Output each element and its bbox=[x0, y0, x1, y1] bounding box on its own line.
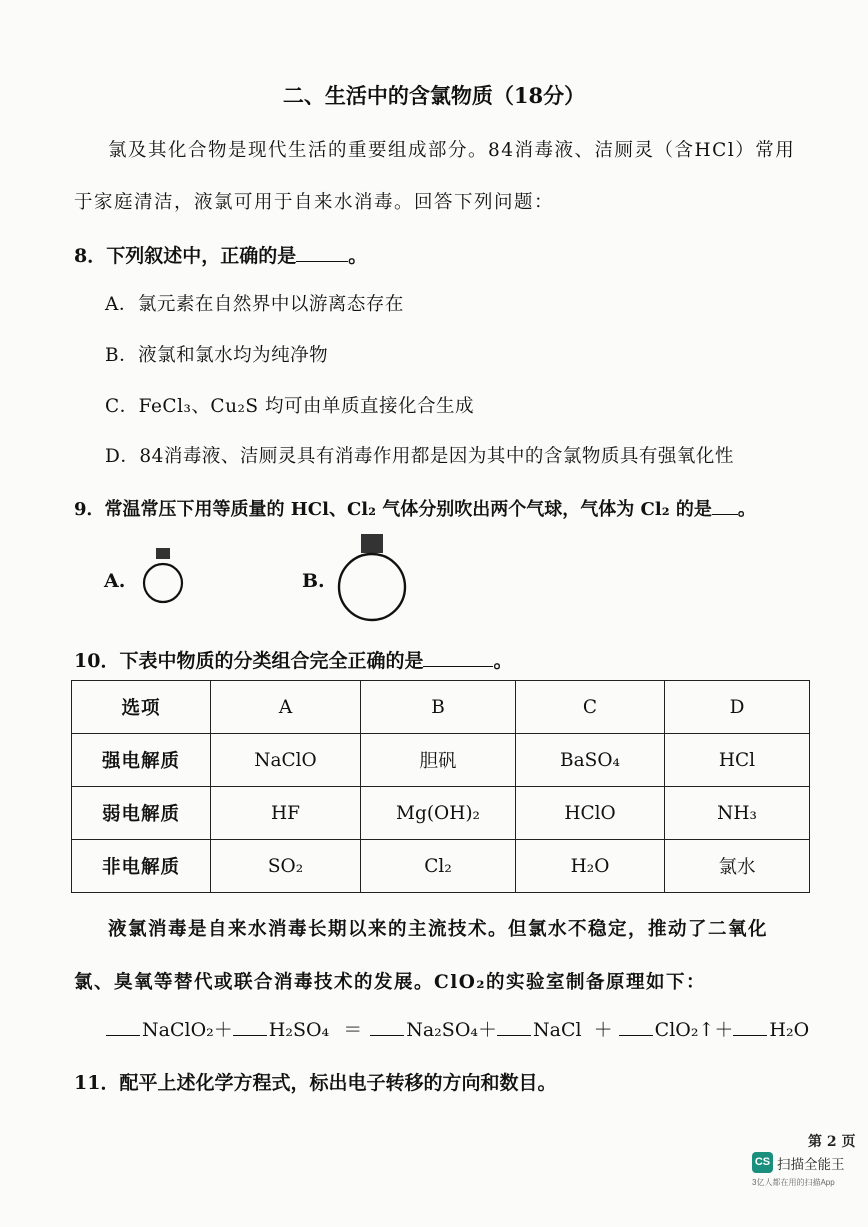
header-cell: A bbox=[211, 681, 361, 734]
page-number: 第 2 页 bbox=[808, 1134, 856, 1150]
chemical-equation bbox=[106, 1015, 809, 1042]
answer-blank-8[interactable] bbox=[296, 240, 348, 262]
scanner-tagline: 3亿人都在用的扫描App bbox=[752, 1178, 835, 1187]
balloon-b-label: B. bbox=[302, 570, 325, 592]
equation-term: Na₂SO₄＋ bbox=[406, 1019, 498, 1041]
table-cell: HClO bbox=[516, 787, 665, 840]
classification-table bbox=[71, 680, 810, 893]
header-cell: D bbox=[665, 681, 810, 734]
intro-line-1: 氯及其化合物是现代生活的重要组成部分。84消毒液、洁厕灵（含HCl）常用 bbox=[108, 140, 796, 161]
table-header-row bbox=[72, 681, 810, 734]
scanner-logo-icon: CS bbox=[752, 1152, 773, 1173]
passage-line-2: 氯、臭氧等替代或联合消毒技术的发展。ClO₂的实验室制备原理如下： bbox=[74, 972, 706, 993]
question-9-text: 9．常温常压下用等质量的 HCl、Cl₂ 气体分别吹出两个气球，气体为 Cl₂ 的是 bbox=[74, 498, 712, 520]
balloon-b-large bbox=[334, 531, 414, 627]
balloon-a-label: A. bbox=[104, 570, 126, 592]
question-10-end: 。 bbox=[493, 649, 513, 672]
table-cell: SO₂ bbox=[211, 840, 361, 893]
header-cell: 选项 bbox=[72, 681, 211, 734]
coefficient-blank[interactable] bbox=[733, 1015, 767, 1036]
equation-term: ClO₂↑＋ bbox=[654, 1019, 734, 1041]
table-row bbox=[72, 787, 810, 840]
table-cell: Mg(OH)₂ bbox=[361, 787, 516, 840]
row-label: 强电解质 bbox=[72, 734, 211, 787]
question-10-stem bbox=[74, 645, 512, 673]
table-cell: Cl₂ bbox=[361, 840, 516, 893]
question-8-text: 8．下列叙述中，正确的是 bbox=[74, 244, 297, 267]
table-cell: H₂O bbox=[516, 840, 665, 893]
table-cell: NH₃ bbox=[665, 787, 810, 840]
q8-option-c: C．FeCl₃、Cu₂S 均可由单质直接化合生成 bbox=[105, 396, 474, 417]
passage-line-1: 液氯消毒是自来水消毒长期以来的主流技术。但氯水不稳定，推动了二氧化 bbox=[108, 919, 769, 940]
scanner-app-name: 扫描全能王 bbox=[777, 1157, 845, 1172]
coefficient-blank[interactable] bbox=[370, 1015, 404, 1036]
q8-option-a: A．氯元素在自然界中以游离态存在 bbox=[105, 294, 404, 315]
question-10-text: 10．下表中物质的分类组合完全正确的是 bbox=[74, 649, 424, 672]
question-8-stem bbox=[74, 240, 367, 268]
equation-term: NaCl bbox=[533, 1019, 582, 1041]
row-label: 弱电解质 bbox=[72, 787, 211, 840]
table-row bbox=[72, 734, 810, 787]
table-row bbox=[72, 840, 810, 893]
equation-term: H₂SO₄ bbox=[268, 1019, 330, 1041]
question-11: 11．配平上述化学方程式，标出电子转移的方向和数目。 bbox=[74, 1072, 557, 1094]
header-cell: B bbox=[361, 681, 516, 734]
q8-option-d: D．84消毒液、洁厕灵具有消毒作用都是因为其中的含氯物质具有强氧化性 bbox=[105, 446, 734, 467]
coefficient-blank[interactable] bbox=[619, 1015, 653, 1036]
coefficient-blank[interactable] bbox=[233, 1015, 267, 1036]
equals-sign: ＝ bbox=[343, 1019, 363, 1041]
question-8-end: 。 bbox=[348, 244, 368, 267]
plus-sign: ＋ bbox=[593, 1019, 613, 1041]
coefficient-blank[interactable] bbox=[497, 1015, 531, 1036]
header-cell: C bbox=[516, 681, 665, 734]
table-cell: 胆矾 bbox=[361, 734, 516, 787]
table-cell: HCl bbox=[665, 734, 810, 787]
section-title: 二、生活中的含氯物质（18分） bbox=[282, 83, 586, 108]
question-9-stem bbox=[74, 494, 756, 521]
intro-line-2: 于家庭清洁，液氯可用于自来水消毒。回答下列问题： bbox=[74, 192, 555, 213]
question-9-end: 。 bbox=[737, 498, 756, 520]
answer-blank-9[interactable] bbox=[712, 494, 738, 515]
coefficient-blank[interactable] bbox=[106, 1015, 140, 1036]
table-cell: NaClO bbox=[211, 734, 361, 787]
table-cell: 氯水 bbox=[665, 840, 810, 893]
equation-term: NaClO₂＋ bbox=[142, 1019, 233, 1041]
table-cell: HF bbox=[211, 787, 361, 840]
answer-blank-10[interactable] bbox=[423, 645, 493, 667]
balloon-a-small bbox=[138, 545, 190, 607]
equation-term: H₂O bbox=[769, 1019, 810, 1041]
row-label: 非电解质 bbox=[72, 840, 211, 893]
scanner-watermark bbox=[752, 1152, 852, 1192]
q8-option-b: B．液氯和氯水均为纯净物 bbox=[105, 345, 329, 366]
table-cell: BaSO₄ bbox=[516, 734, 665, 787]
